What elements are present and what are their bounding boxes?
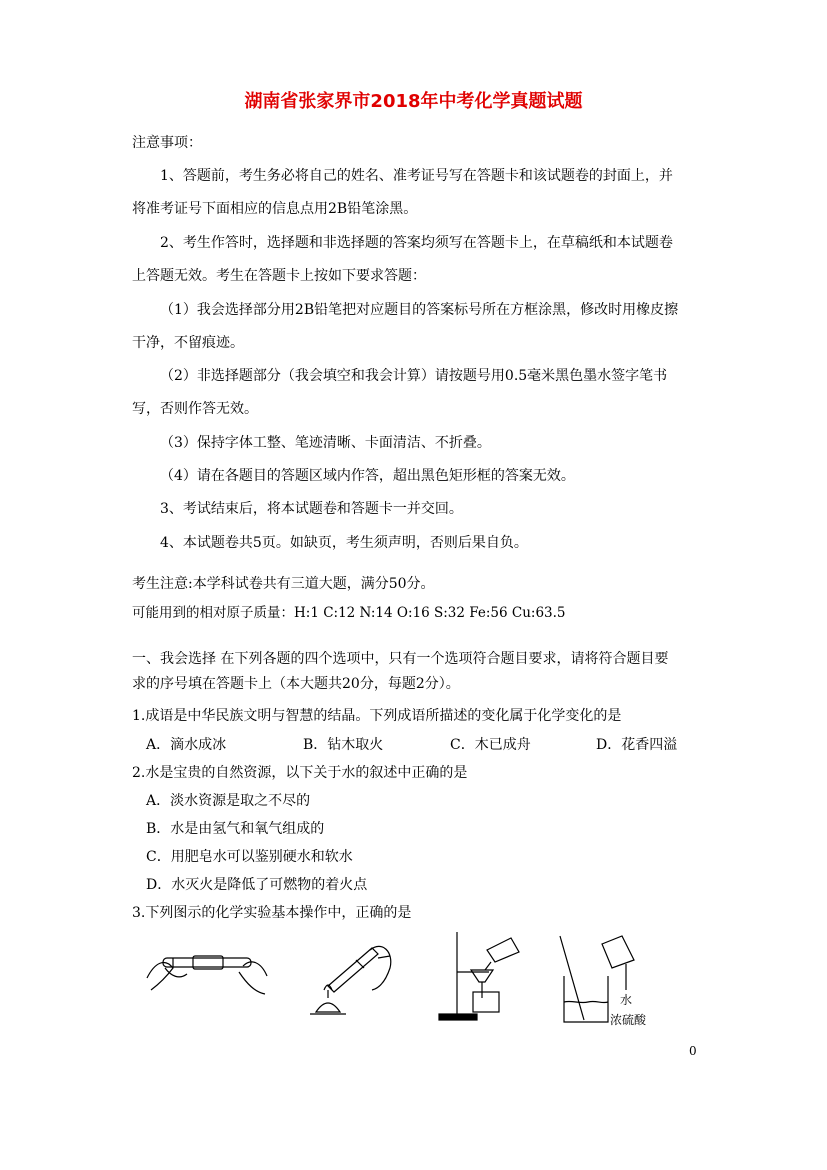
question-1-stem: 1.成语是中华民族文明与智慧的结晶。下列成语所描述的变化属于化学变化的是: [132, 708, 622, 724]
notice-line: 2、考生作答时，选择题和非选择题的答案均须写在答题卡上，在草稿纸和本试题卷: [160, 235, 673, 251]
figure-label-sulfuric-acid: 浓硫酸: [610, 1013, 647, 1027]
notice-line: （2）非选择题部分（我会填空和我会计算）请按题号用0.5毫米黑色墨水签字笔书: [160, 368, 668, 384]
page-title: 湖南省张家界市2018年中考化学真题试题: [244, 91, 583, 112]
question-2-stem: 2.水是宝贵的自然资源，以下关于水的叙述中正确的是: [132, 765, 468, 781]
question-2-option-b: B．水是由氢气和氧气组成的: [146, 821, 325, 837]
notice-line: 上答题无效。考生在答题卡上按如下要求答题：: [132, 268, 426, 284]
figure-label-water: 水: [620, 993, 633, 1007]
question-1-option-d: D．花香四溢: [596, 737, 678, 753]
section-heading-cont: 求的序号填在答题卡上（本大题共20分，每题2分）。: [132, 676, 460, 692]
notice-heading: 注意事项：: [132, 135, 202, 151]
question-3-stem: 3.下列图示的化学实验基本操作中，正确的是: [132, 905, 412, 921]
notice-line: 干净，不留痕迹。: [132, 335, 244, 351]
question-2-option-c: C．用肥皂水可以鉴别硬水和软水: [146, 849, 353, 865]
notice-line: 1、答题前，考生务必将自己的姓名、准考证号写在答题卡和该试题卷的封面上，并: [160, 168, 673, 184]
question-1-option-a: A．滴水成冰: [146, 737, 227, 753]
notice-line: 将准考证号下面相应的信息点用2B铅笔涂黑。: [132, 201, 418, 217]
notice-line: （3）保持字体工整、笔迹清晰、卡面清洁、不折叠。: [160, 435, 491, 451]
question-1-option-c: C．木已成舟: [450, 737, 531, 753]
question-2-option-a: A．淡水资源是取之不尽的: [146, 793, 311, 809]
heating-figure: [298, 928, 408, 1024]
test-tube-holding-figure: [143, 928, 271, 1008]
atomic-mass-line: 可能用到的相对原子质量：H:1 C:12 N:14 O:16 S:32 Fe:56 Cu:63.5: [132, 605, 566, 621]
filtration-figure: [435, 928, 530, 1028]
notice-line: （4）请在各题目的答题区域内作答，超出黑色矩形框的答案无效。: [160, 468, 575, 484]
notice-line: 4、本试题卷共5页。如缺页，考生须声明，否则后果自负。: [160, 535, 528, 551]
notice-line: 3、考试结束后，将本试题卷和答题卡一并交回。: [160, 501, 463, 517]
notice-line: 写，否则作答无效。: [132, 401, 258, 417]
page-number: 0: [689, 1044, 697, 1058]
section-heading: 一、我会选择 在下列各题的四个选项中，只有一个选项符合题目要求，请将符合题目要: [132, 651, 669, 667]
question-2-option-d: D．水灭火是降低了可燃物的着火点: [146, 877, 368, 893]
exam-note: 考生注意:本学科试卷共有三道大题，满分50分。: [132, 576, 435, 592]
question-1-option-b: B．钻木取火: [303, 737, 384, 753]
notice-line: （1）我会选择部分用2B铅笔把对应题目的答案标号所在方框涂黑，修改时用橡皮擦: [160, 302, 679, 318]
dilution-figure: [550, 928, 675, 1033]
